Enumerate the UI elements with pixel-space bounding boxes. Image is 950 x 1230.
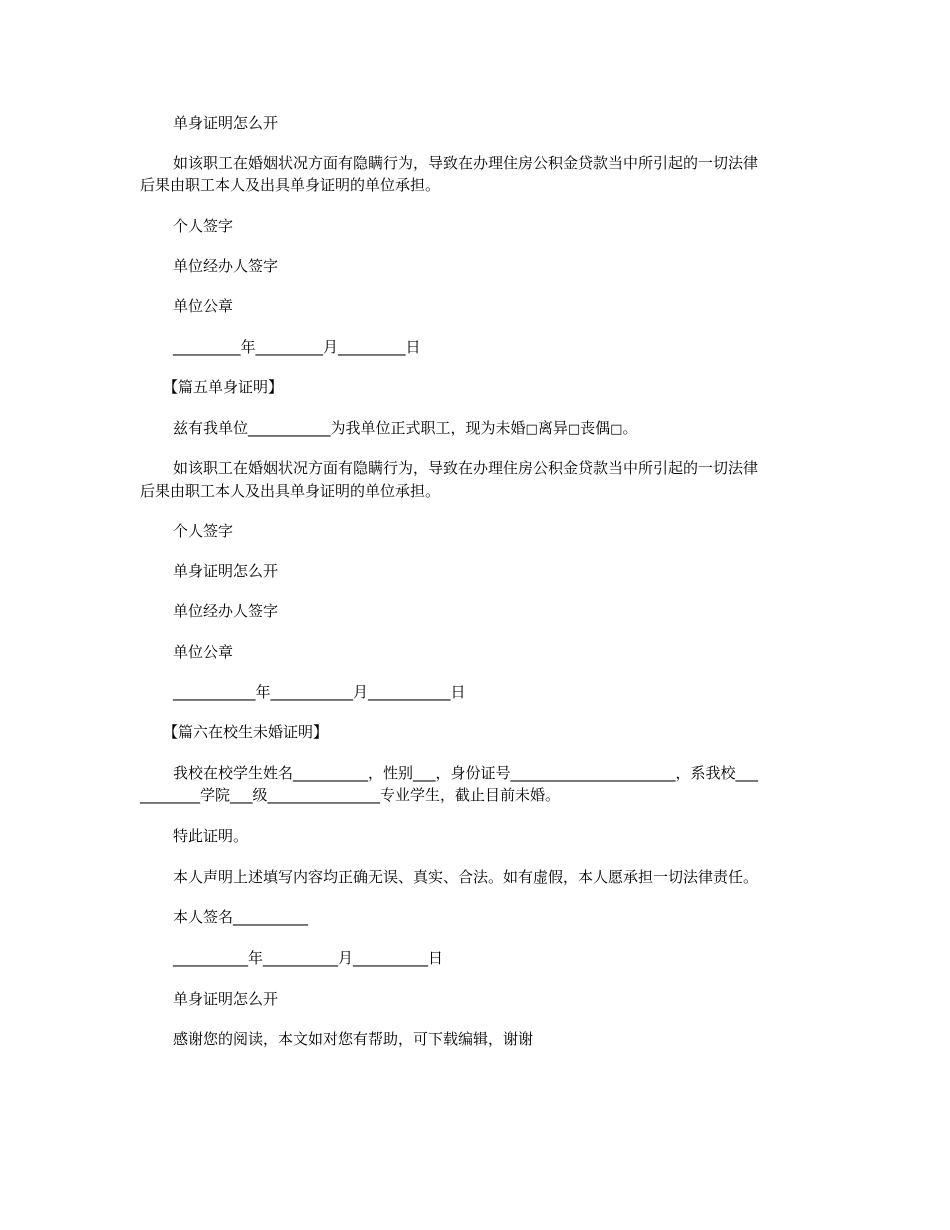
certify-line: 特此证明。 xyxy=(173,827,249,845)
certificate-intro-line xyxy=(173,418,637,440)
date-line: ___________年___________月___________日 xyxy=(173,683,466,701)
handler-signature-label: 单位经办人签字 xyxy=(173,257,279,275)
title-line: 单身证明怎么开 xyxy=(173,562,279,580)
checkbox-icon: □ xyxy=(567,422,581,437)
section-heading: 【篇五单身证明】 xyxy=(163,378,284,396)
unit-seal-label: 单位公章 xyxy=(173,643,234,661)
title-line: 单身证明怎么开 xyxy=(173,114,279,132)
intro-text: 丧偶 xyxy=(580,419,611,437)
paragraph-line: 如该职工在婚姻状况方面有隐瞒行为，导致在办理住房公积金贷款当中所引起的一切法律 xyxy=(173,459,759,477)
declaration-line: 本人声明上述填写内容均正确无误、真实、合法。如有虚假，本人愿承担一切法律责任。 xyxy=(173,868,759,886)
checkbox-icon: □ xyxy=(525,422,538,437)
date-line: _________年_________月_________日 xyxy=(173,338,421,356)
handler-signature-label: 单位经办人签字 xyxy=(173,602,279,620)
unit-seal-label: 单位公章 xyxy=(173,297,234,315)
intro-text: 兹有我单位___________为我单位正式职工，现为未婚 xyxy=(173,419,526,437)
paragraph-line: 后果由职工本人及出具单身证明的单位承担。 xyxy=(140,176,441,194)
thanks-line: 感谢您的阅读，本文如对您有帮助，可下载编辑，谢谢 xyxy=(173,1030,534,1048)
date-line: __________年__________月__________日 xyxy=(173,949,444,967)
paragraph-line: 如该职工在婚姻状况方面有隐瞒行为，导致在办理住房公积金贷款当中所引起的一切法律 xyxy=(173,154,759,172)
intro-text: 离异 xyxy=(537,419,568,437)
paragraph-line: ________学院___级_______________专业学生，截止目前未婚。 xyxy=(140,786,561,804)
paragraph-line: 后果由职工本人及出具单身证明的单位承担。 xyxy=(140,482,441,500)
signature-line: 本人签名__________ xyxy=(173,908,309,926)
personal-signature-label: 个人签字 xyxy=(173,217,234,235)
paragraph-line: 我校在校学生姓名__________，性别___，身份证号______________________，系我校___ xyxy=(173,764,759,782)
personal-signature-label: 个人签字 xyxy=(173,522,234,540)
checkbox-icon: □ xyxy=(610,422,623,437)
title-line: 单身证明怎么开 xyxy=(173,990,279,1008)
intro-text: 。 xyxy=(622,419,638,437)
section-heading: 【篇六在校生未婚证明】 xyxy=(163,723,329,741)
